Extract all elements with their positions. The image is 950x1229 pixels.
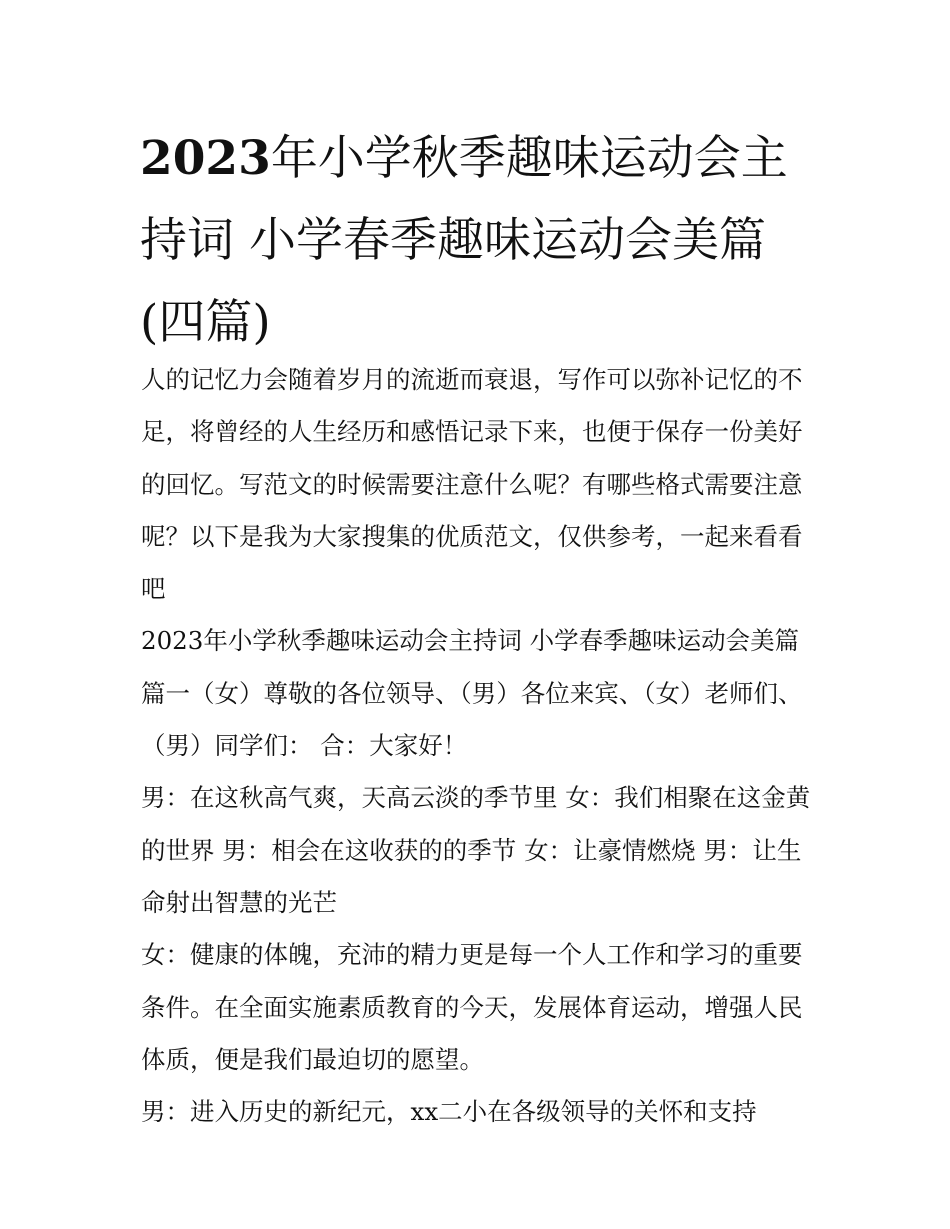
section-heading-paragraph: 2023年小学秋季趣味运动会主持词 小学春季趣味运动会美篇篇一（女）尊敬的各位领导、（男）各位来宾、（女）老师们、（男）同学们： 合：大家好！ [141, 626, 803, 761]
title-year: 2023 [140, 131, 271, 186]
intro-paragraph: 人的记忆力会随着岁月的流逝而衰退，写作可以弥补记忆的不足，将曾经的人生经历和感悟记录下来，也便于保存一份美好的回忆。写范文的时候需要注意什么呢？有哪些格式需要注意呢？以下是我为大家搜集的优质范文，仅供参考，一起来看看吧 [141, 365, 803, 604]
document-title [140, 118, 830, 364]
dialogue-paragraph-3: 男：进入历史的新纪元，xx二小在各级领导的关怀和支持 [141, 1097, 757, 1127]
title-text: 年小学秋季趣味运动会主持词 小学春季趣味运动会美篇(四篇) [140, 131, 788, 350]
document-body [141, 354, 821, 1138]
dialogue-paragraph-1: 男：在这秋高气爽，天高云淡的季节里 女：我们相聚在这金黄的世界 男：相会在这收获的的季节 女：让豪情燃烧 男：让生命射出智慧的光芒 [141, 783, 811, 917]
dialogue-paragraph-2: 女：健康的体魄，充沛的精力更是每一个人工作和学习的重要条件。在全面实施素质教育的今天，发展体育运动，增强人民体质，便是我们最迫切的愿望。 [141, 940, 803, 1074]
